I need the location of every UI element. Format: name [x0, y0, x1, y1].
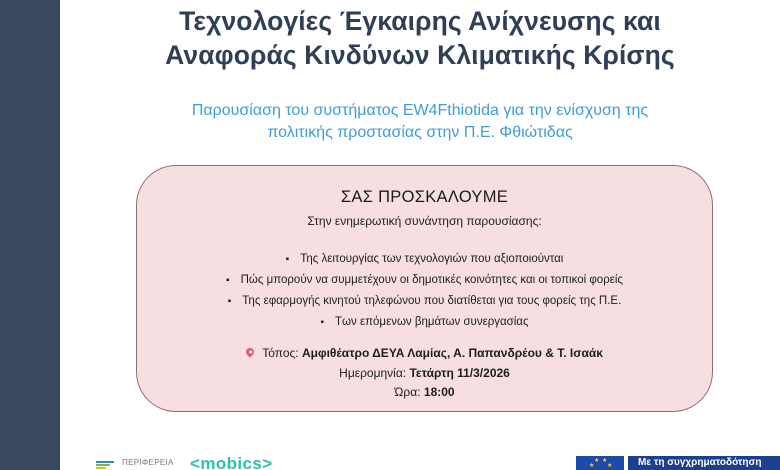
location-label: Τόπος: — [262, 346, 299, 360]
date-label: Ημερομηνία: — [339, 365, 407, 380]
topic-item: ▪ Των επόμενων βημάτων συνεργασίας — [137, 312, 712, 333]
subtitle-line-1: Παρουσίαση του συστήματος EW4Fthiotida για την ενίσχυση της — [191, 102, 649, 119]
invitation-box — [136, 165, 713, 412]
region-logo-mark — [96, 461, 114, 469]
page-title — [60, 4, 780, 72]
topic-item: ▪ Της εφαρμογής κινητού τηλεφώνου που διατίθεται για τους φορείς της Π.Ε. — [137, 291, 712, 312]
time-row — [137, 383, 712, 403]
date-value: Τετάρτη 11/3/2026 — [409, 365, 510, 380]
location-value: Αμφιθέατρο ΔΕΥΑ Λαμίας, Α. Παπανδρέου & Τ. Ισαάκ — [301, 346, 603, 360]
topic-list — [137, 249, 712, 333]
subtitle-line-2: πολιτικής προστασίας στην Π.Ε. Φθιώτιδας — [267, 124, 573, 141]
topic-item: ▪ Της λειτουργίας των τεχνολογιών που αξιοποιούνται — [137, 249, 712, 270]
event-details — [137, 344, 712, 403]
time-value: 18:00 — [423, 385, 455, 399]
page-subtitle — [60, 100, 780, 144]
date-row — [137, 364, 712, 384]
invitation-intro: Στην ενημερωτική συνάντηση παρουσίασης: — [307, 214, 542, 228]
title-line-2: Αναφοράς Κινδύνων Κλιματικής Κρίσης — [165, 40, 675, 70]
left-accent-bar — [0, 0, 60, 470]
location-row — [137, 344, 712, 364]
invitation-heading: ΣΑΣ ΠΡΟΣΚΑΛΟΥΜΕ — [340, 188, 509, 206]
cofunding-banner: Με τη συγχρηματοδότηση — [628, 456, 780, 470]
region-logo-text: ΠΕΡΙΦΕΡΕΙΑ — [122, 458, 174, 467]
title-line-1: Τεχνολογίες Έγκαιρης Ανίχνευσης και — [179, 6, 661, 36]
eu-flag-icon: ★ ★ ★ ★ — [576, 456, 624, 470]
region-logo — [96, 456, 186, 470]
time-label: Ώρα: — [394, 385, 421, 399]
topic-item: ▪ Πώς μπορούν να συμμετέχουν οι δημοτικές κοινότητες και οι τοπικοί φορείς — [137, 270, 712, 291]
mobics-logo: <mobics> — [190, 457, 273, 470]
map-pin-icon — [244, 346, 255, 357]
